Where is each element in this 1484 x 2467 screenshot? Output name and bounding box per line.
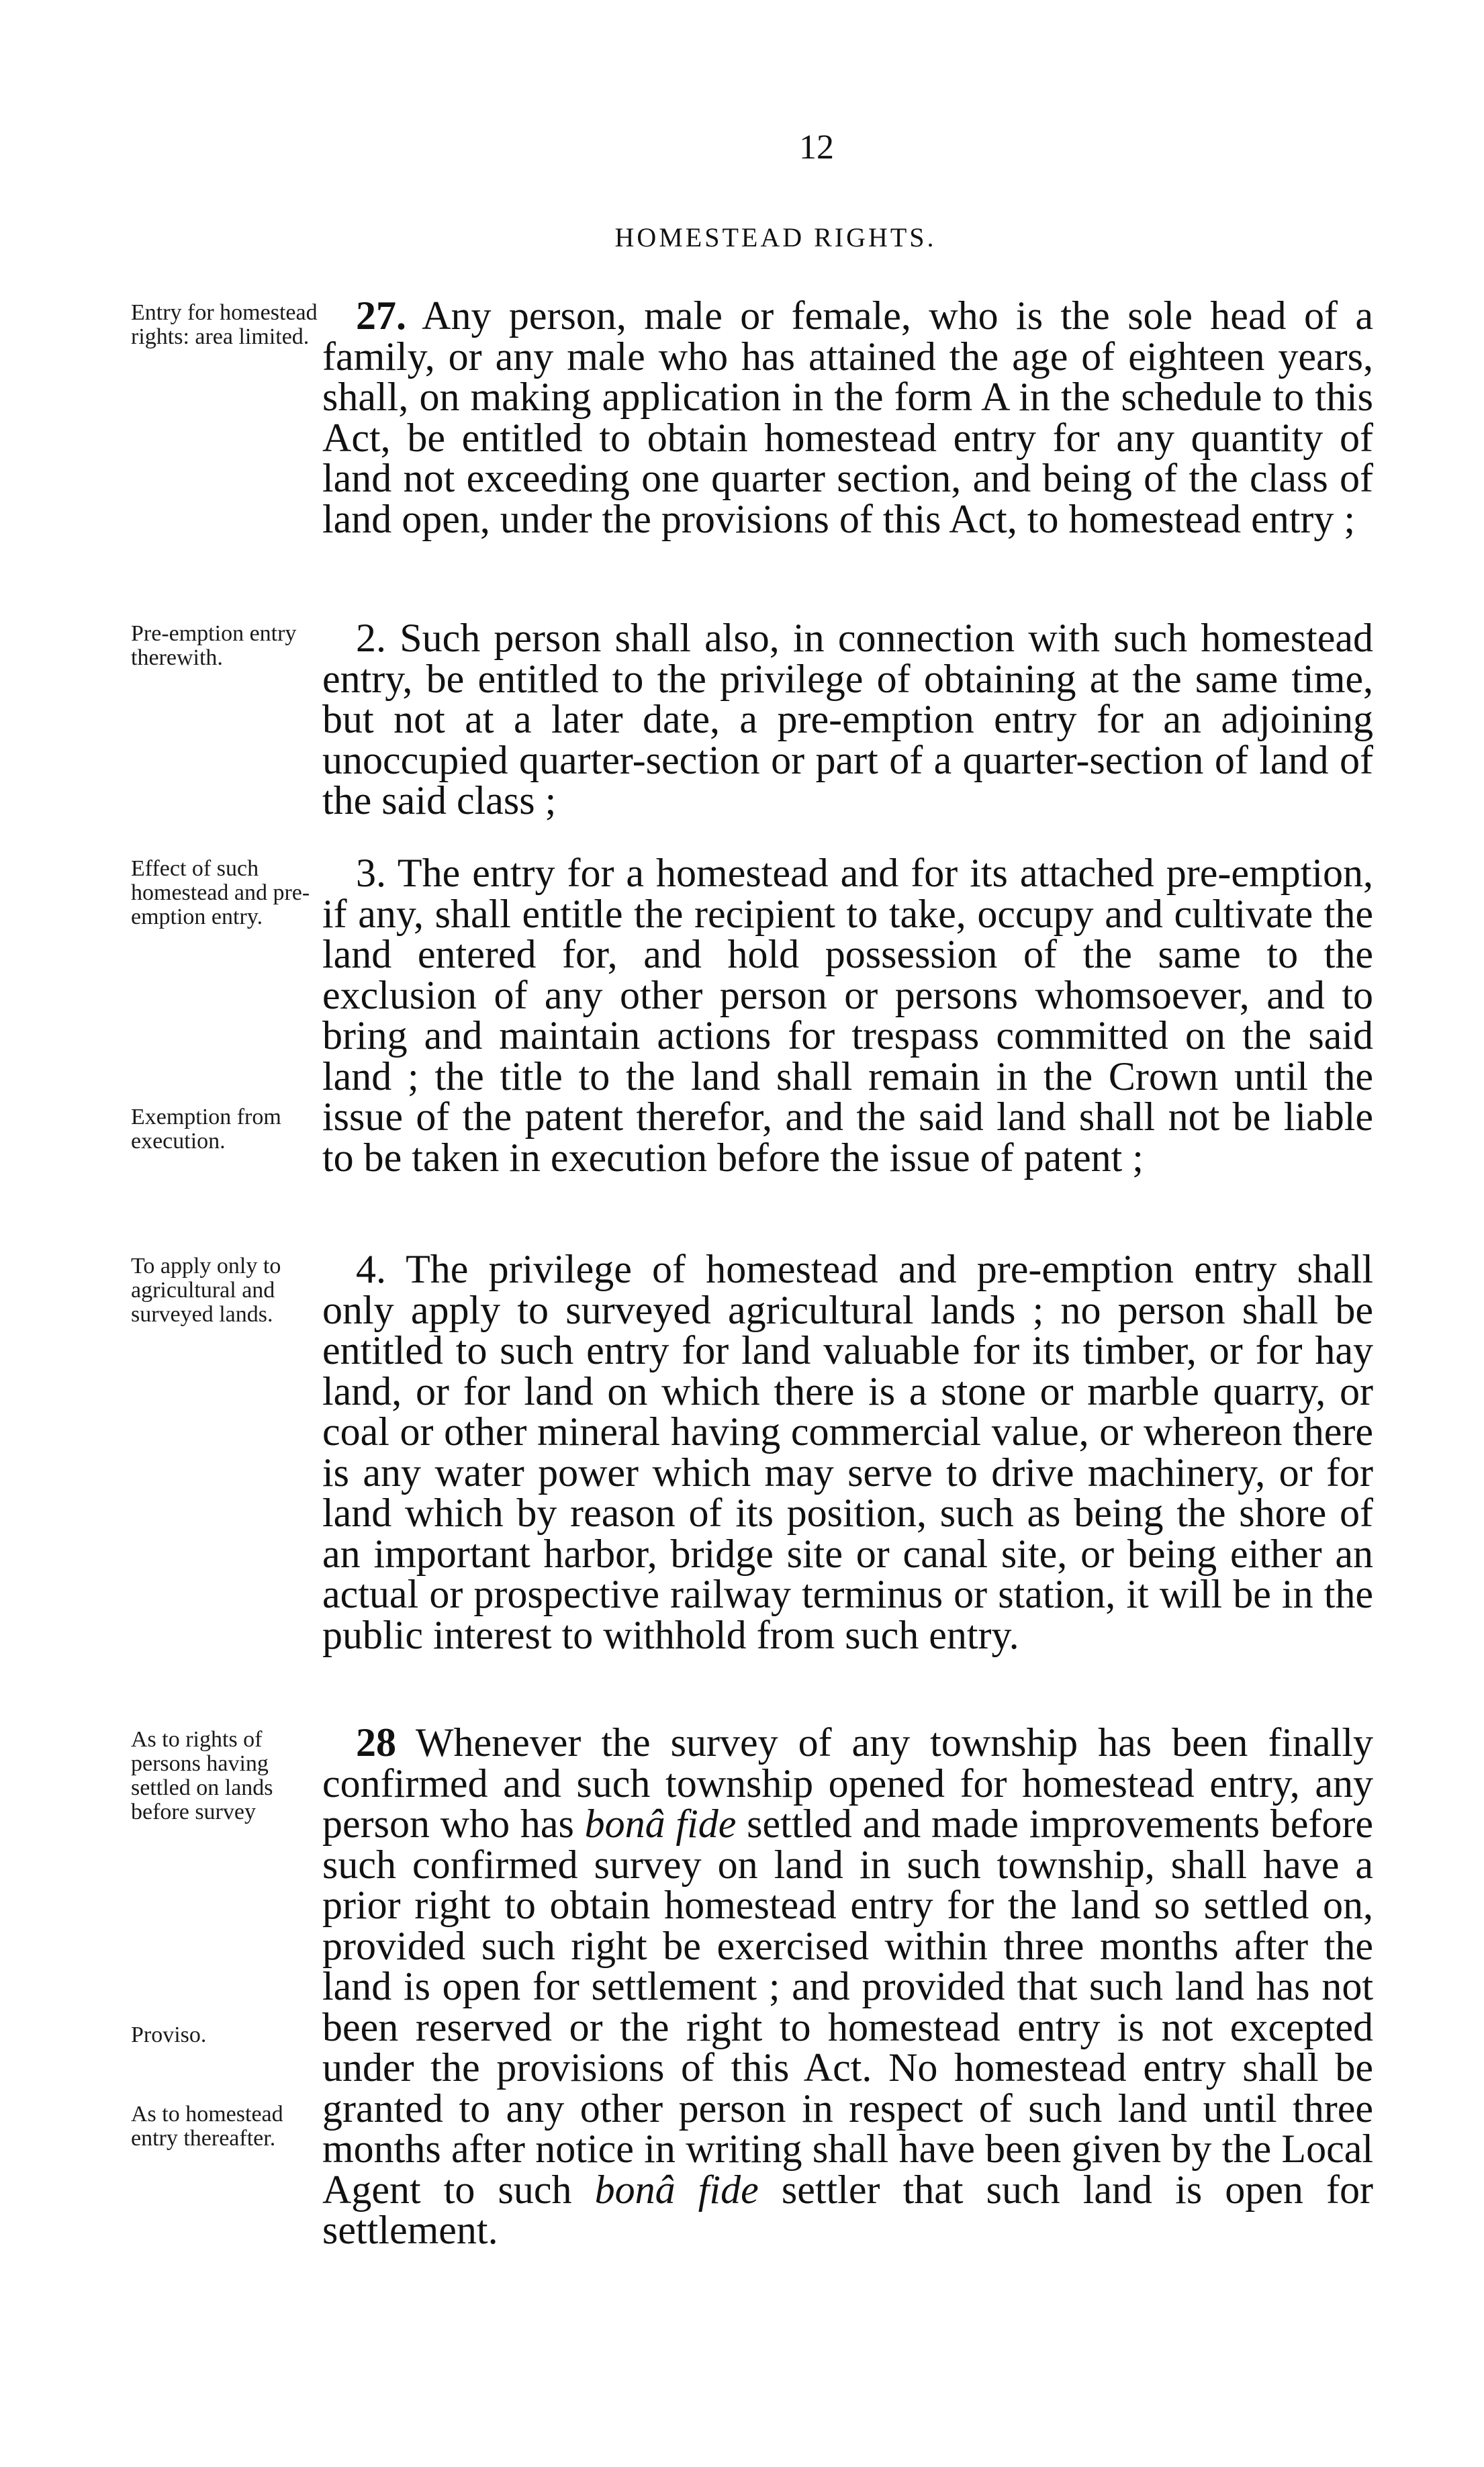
section-number: 27. — [356, 293, 406, 338]
paragraph-text-b: settled and made improvements before such confirmed survey on land in such township, shall have a prior right to obtain homestead entry for the land so settled on, provided such right be exercised within three months after the land is open for settlement ; and provided that such land has not been reserved or the right to homestead entry is not excepted under the provisions of this Act. No homestead entry shall be granted to any other person in respect of such land until three months after notice in writing shall have been given by the Local Agent to such — [322, 1802, 1373, 2212]
margin-notes — [131, 1254, 326, 1327]
italic-bona-fide: bonâ fide — [584, 1802, 737, 1846]
margin-notes — [131, 622, 326, 670]
section-number: 28 — [356, 1720, 396, 1765]
paragraph-28 — [322, 1722, 1373, 2251]
margin-note-proviso: Proviso. — [131, 2022, 207, 2047]
margin-note-homestead-thereafter: As to homestead entry thereafter. — [131, 2102, 283, 2151]
margin-note-effect: Effect of such homestead and pre-emption entry. — [131, 856, 310, 929]
margin-notes — [131, 301, 326, 349]
paragraph-text-a: Whenever the survey of any township has been finally confirmed and such township opened for homestead entry, any person who has — [322, 1720, 1373, 1846]
margin-note-pre-emption: Pre-emption entry therewith. — [131, 621, 297, 670]
margin-note-rights-before-survey: As to rights of persons having settled on lands before survey — [131, 1727, 273, 1824]
paragraph-27-4: 4. The privilege of homestead and pre-emption entry shall only apply to surveyed agricultural lands ; no person shall be entitled to such entry for land valuable for its timber, or for hay land, or for land on which there is a stone or marble quarry, or coal or other mineral having commercial value, or whereon there is any water power which may serve to drive machinery, or for land which by reason of its position, such as being the shore of an important harbor, bridge site or canal site, or being either an actual or prospective railway terminus or station, it will be in the public interest to withhold from such entry. — [322, 1247, 1373, 1657]
paragraph-text: Any person, male or female, who is the sole head of a family, or any male who has attained the age of eighteen years, shall, on making application in the form A in the schedule to this Act, be entitled to obtain homestead entry for any quantity of land not exceeding one quarter section, and being of the class of land open, under the provisions of this Act, to homestead entry ; — [322, 293, 1373, 541]
margin-note-entry-homestead: Entry for homestead rights: area limited. — [131, 300, 318, 349]
margin-note-exemption: Exemption from execution. — [131, 1105, 281, 1154]
running-head: HOMESTEAD RIGHTS. — [614, 222, 937, 252]
paragraph-27-2: 2. Such person shall also, in connection with such homestead entry, be entitled to the privilege of obtaining at the same time, but not at a later date, a pre-emption entry for an adjoining unoccupied quarter-section or part of a quarter-section of land of the said class ; — [322, 616, 1373, 823]
page-number: 12 — [799, 128, 834, 167]
margin-notes — [131, 1727, 326, 2151]
margin-notes — [131, 856, 326, 1154]
paragraph-text-c: settler that such land is open for settlement. — [322, 2167, 1374, 2252]
paragraph-27 — [322, 295, 1373, 539]
italic-bona-fide: bonâ fide — [594, 2167, 759, 2212]
margin-note-surveyed-lands: To apply only to agricultural and surveyed lands. — [131, 1254, 281, 1327]
paragraph-27-3: 3. The entry for a homestead and for its attached pre-emption, if any, shall entitle the recipient to take, occupy and cultivate the land entered for, and hold possession of the same to the exclusion of any other person or persons whomsoever, and to bring and maintain actions for trespass committed on the said land ; the title to the land shall remain in the Crown until the issue of the patent therefor, and the said land shall not be liable to be taken in execution before the issue of patent ; — [322, 851, 1373, 1180]
